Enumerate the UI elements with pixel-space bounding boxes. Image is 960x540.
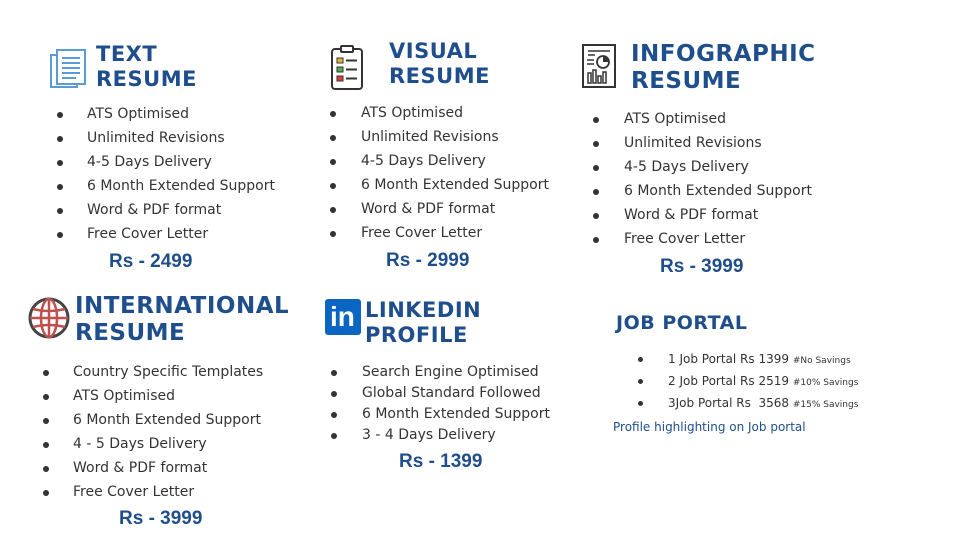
savings-note: #No Savings bbox=[792, 356, 851, 366]
job-portal-footer: Profile highlighting on Job portal bbox=[613, 420, 806, 434]
title-line: TEXT bbox=[96, 42, 158, 66]
infographic-resume-price: Rs - 3999 bbox=[660, 256, 744, 277]
checklist-icon bbox=[330, 45, 364, 91]
report-chart-icon bbox=[581, 43, 619, 89]
title-line: LINKEDIN bbox=[365, 298, 482, 322]
title-line: PROFILE bbox=[365, 322, 468, 347]
job-portal-title: JOB PORTAL bbox=[616, 312, 748, 334]
savings-note: #15% Savings bbox=[792, 400, 859, 410]
international-resume-price: Rs - 3999 bbox=[119, 508, 203, 529]
globe-icon bbox=[27, 296, 71, 340]
linkedin-icon: in bbox=[325, 299, 361, 335]
title-line: RESUME bbox=[631, 68, 742, 95]
title-line: RESUME bbox=[96, 66, 197, 91]
title-line: INFOGRAPHIC bbox=[631, 41, 816, 67]
title-line: RESUME bbox=[75, 320, 186, 347]
linkedin-profile-title bbox=[365, 298, 481, 348]
text-resume-price: Rs - 2499 bbox=[109, 251, 193, 272]
title-line: VISUAL bbox=[389, 39, 478, 63]
visual-resume-title bbox=[389, 39, 490, 89]
title-line: INTERNATIONAL bbox=[75, 293, 290, 319]
text-resume-title bbox=[96, 42, 197, 92]
international-resume-title bbox=[75, 293, 289, 347]
linkedin-profile-price: Rs - 1399 bbox=[399, 451, 483, 472]
savings-note: #10% Savings bbox=[792, 378, 859, 388]
infographic-resume-title bbox=[631, 41, 816, 95]
visual-resume-price: Rs - 2999 bbox=[386, 250, 470, 271]
title-line: RESUME bbox=[389, 63, 490, 88]
document-icon bbox=[48, 48, 88, 90]
